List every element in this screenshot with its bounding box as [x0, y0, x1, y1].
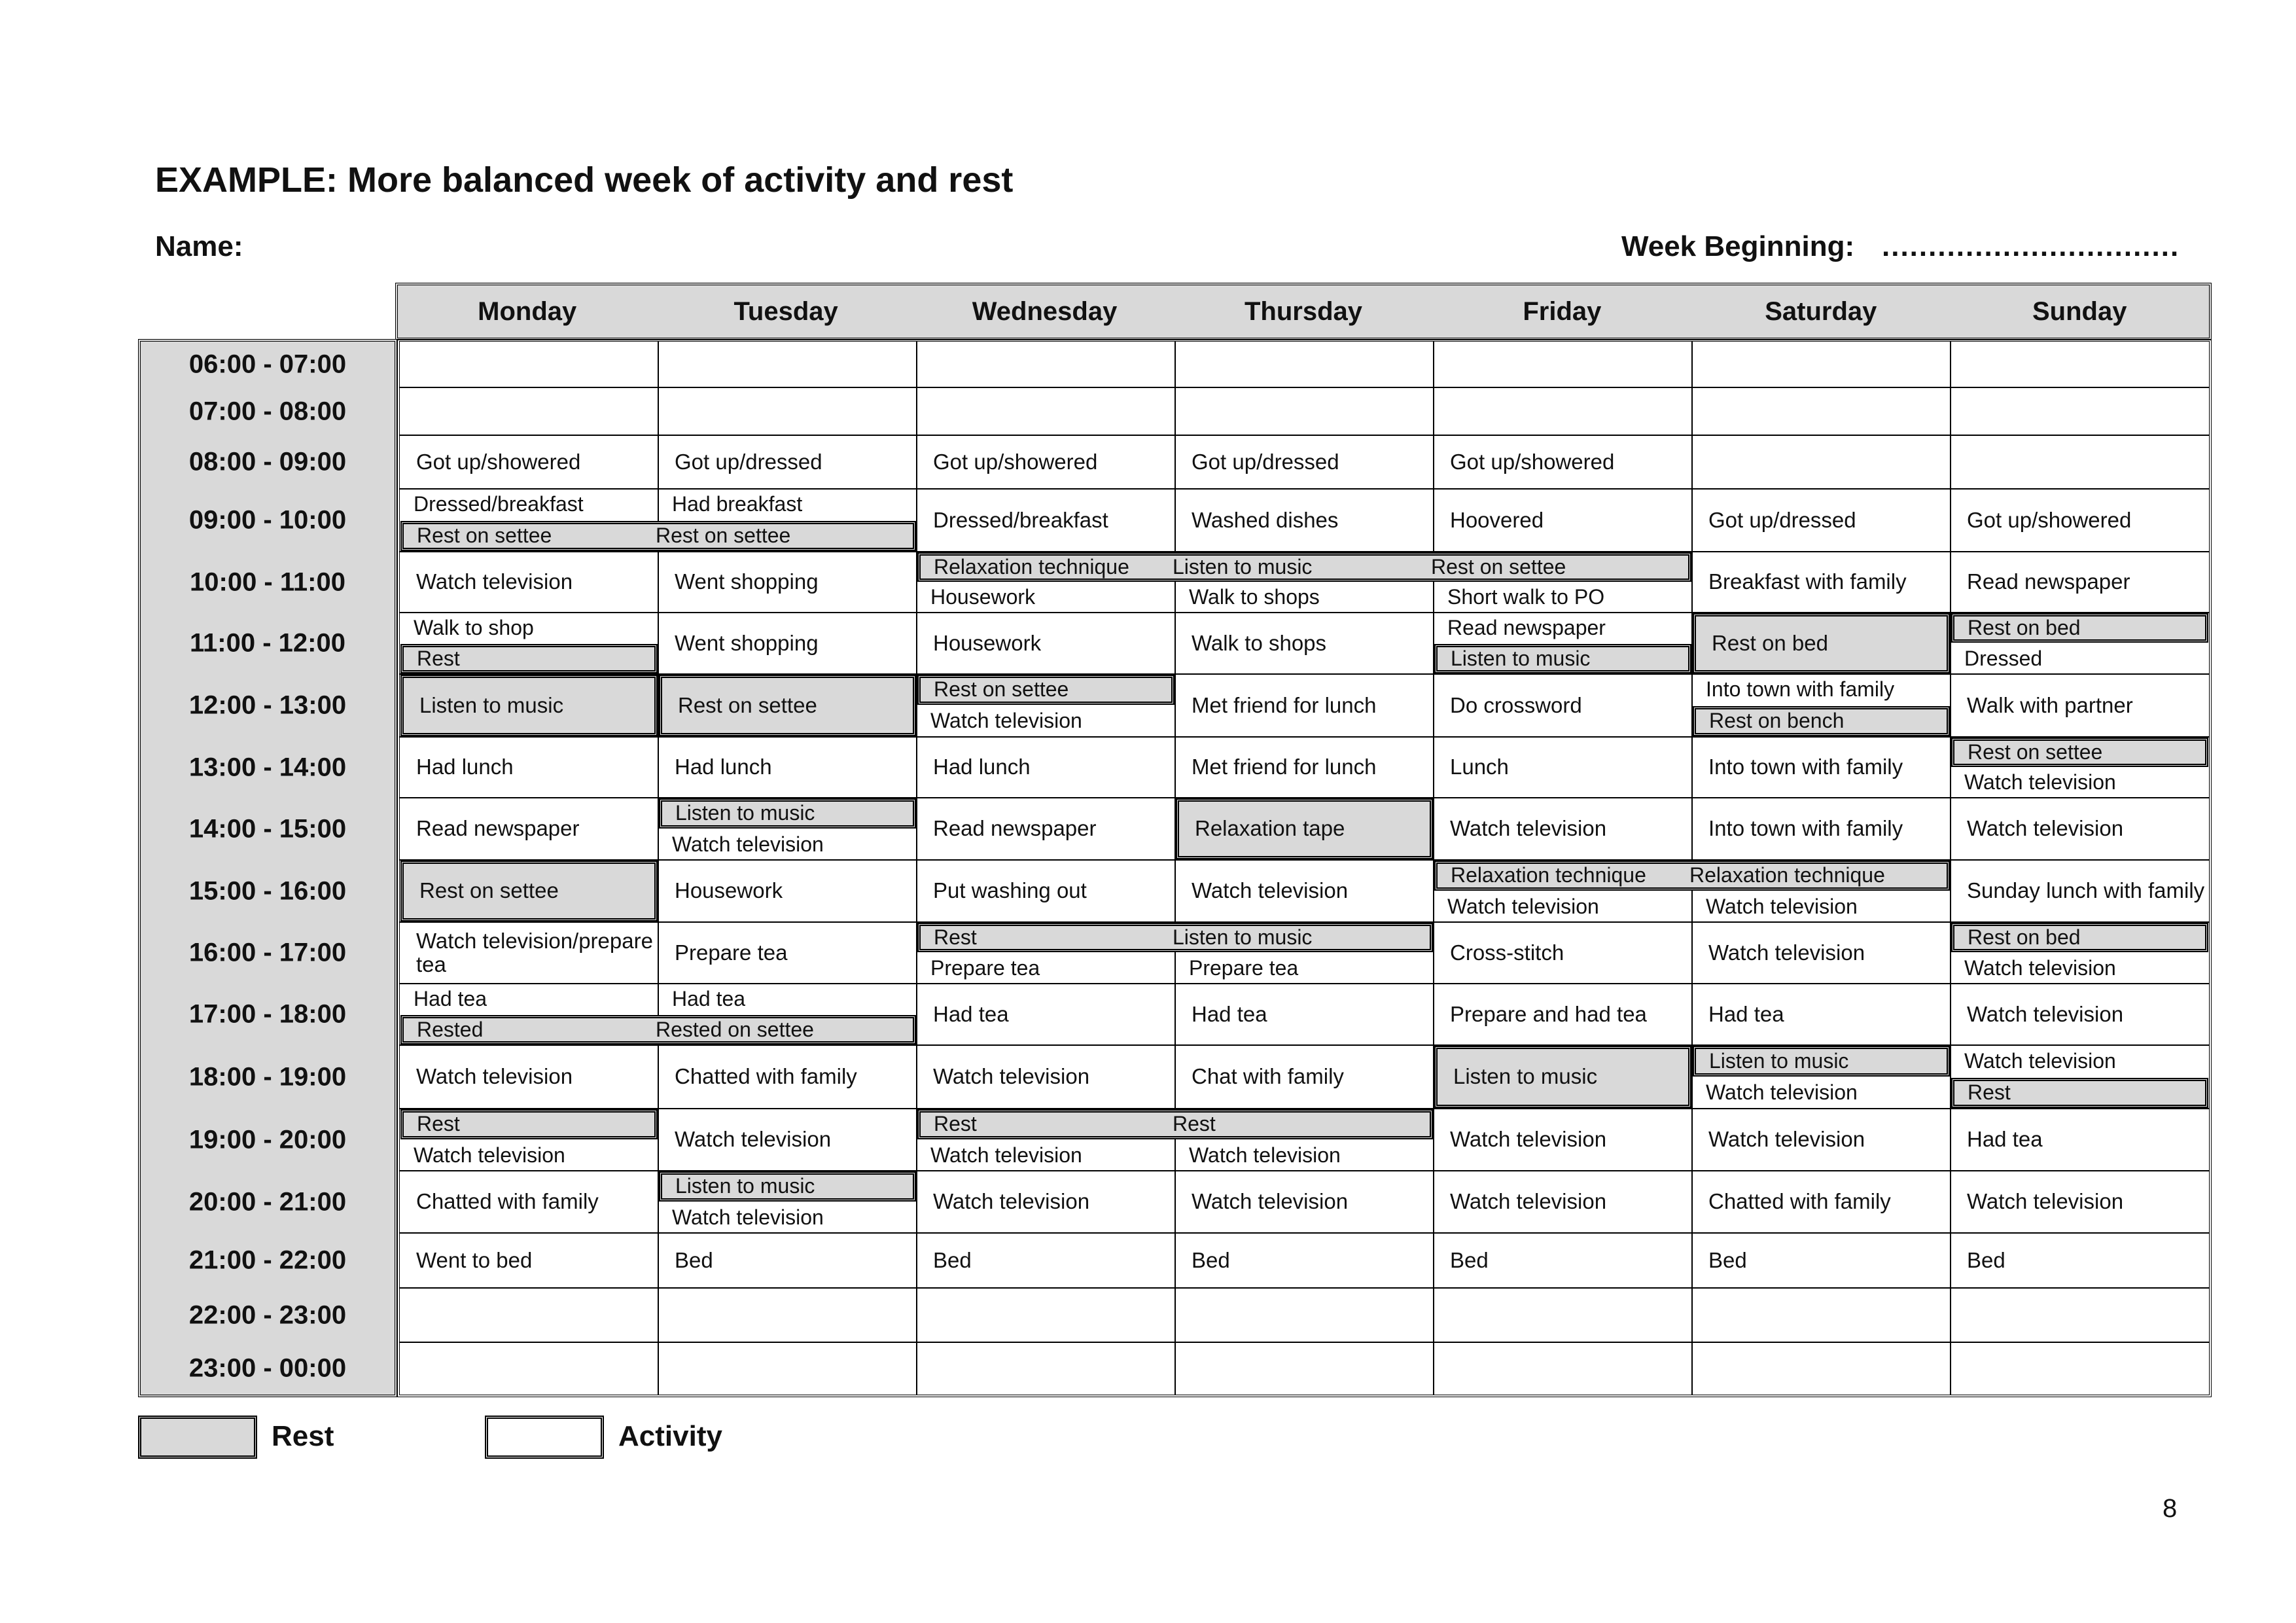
- entry-text: Got up/dressed: [1192, 449, 1339, 474]
- activity-entry: [1176, 1234, 1433, 1287]
- rest-entry: [917, 923, 1433, 952]
- entry-text: Watch television: [1189, 1143, 1341, 1167]
- day-header-saturday: Saturday: [1765, 296, 1877, 326]
- activity-entry: [1951, 798, 2208, 859]
- rest-entry: [659, 798, 916, 829]
- rest-entry: [400, 1109, 658, 1139]
- activity-entry: [1434, 583, 1691, 612]
- time-column: [138, 339, 397, 1397]
- entry-text: Breakfast with family: [1708, 569, 1907, 594]
- entry-text: Relaxation technique: [934, 554, 1129, 579]
- rest-entry: [1434, 644, 1691, 673]
- activity-entry: [400, 613, 658, 643]
- entry-text: Relaxation tape: [1195, 816, 1345, 841]
- entry-text: Got up/dressed: [675, 449, 822, 474]
- entry-text: Had lunch: [933, 755, 1031, 779]
- entry-text: Watch television: [1708, 940, 1865, 965]
- page-number: 8: [2163, 1494, 2178, 1523]
- entry-text: Met friend for lunch: [1192, 692, 1377, 717]
- activity-entry: [917, 1046, 1174, 1108]
- entry-text: Chatted with family: [416, 1189, 599, 1214]
- entry-text: Dressed: [1964, 646, 2043, 670]
- entry-text: Had lunch: [675, 755, 772, 779]
- entry-text: Watch television: [1192, 1189, 1349, 1214]
- activity-entry: [659, 490, 916, 520]
- activity-entry: [917, 613, 1174, 673]
- activity-entry: [1951, 1234, 2208, 1287]
- time-slot-label: 18:00 - 19:00: [188, 1062, 347, 1091]
- entry-text: Watch television: [416, 569, 573, 594]
- time-slot-label: 07:00 - 08:00: [188, 397, 347, 425]
- entry-text: Bed: [1450, 1247, 1489, 1272]
- activity-entry: [1176, 984, 1433, 1044]
- activity-entry: [659, 552, 916, 612]
- rest-entry: [917, 1109, 1433, 1139]
- entry-text: Rest on settee: [678, 692, 817, 717]
- entry-text: Prepare tea: [675, 940, 788, 965]
- rest-entry: [1951, 738, 2208, 767]
- entry-text: Listen to music: [675, 801, 815, 825]
- rest-entry: [1434, 1046, 1691, 1108]
- activity-entry: [1951, 490, 2208, 551]
- entry-text: Housework: [933, 630, 1042, 655]
- time-slot-label: 11:00 - 12:00: [190, 628, 345, 658]
- entry-text: Rest on settee: [1431, 554, 1566, 579]
- entry-text: Listen to music: [1173, 554, 1313, 579]
- activity-entry: [1434, 892, 1691, 921]
- entry-text: Read newspaper: [1967, 569, 2130, 594]
- entry-text: Washed dishes: [1192, 507, 1339, 532]
- entry-text: Bed: [933, 1247, 972, 1272]
- activity-entry: [917, 1171, 1174, 1232]
- activity-entry: [1434, 1234, 1691, 1287]
- activity-entry: [917, 861, 1174, 921]
- entry-text: Rest on settee: [656, 524, 791, 548]
- activity-entry: [400, 1171, 658, 1232]
- activity-entry: [659, 613, 916, 673]
- entry-text: Rest on settee: [417, 524, 552, 548]
- entry-text: Housework: [675, 878, 783, 903]
- activity-entry: [1434, 1109, 1691, 1170]
- activity-entry: [917, 436, 1174, 488]
- activity-entry: [659, 1109, 916, 1170]
- activity-entry: [1176, 954, 1433, 983]
- day-header-tuesday: Tuesday: [733, 296, 838, 326]
- activity-entry: [917, 798, 1174, 859]
- entry-text: Listen to music: [1709, 1048, 1849, 1073]
- activity-entry: [917, 738, 1174, 797]
- rest-entry: [1693, 1046, 1950, 1077]
- legend-activity-swatch: [485, 1416, 604, 1459]
- schedule-grid: [397, 339, 2212, 1397]
- name-label: Name:: [155, 230, 243, 262]
- rest-entry: [1176, 798, 1433, 859]
- activity-entry: [1434, 436, 1691, 488]
- rest-entry: [917, 675, 1174, 705]
- entry-text: Rested on settee: [656, 1017, 814, 1041]
- entry-text: Hoovered: [1450, 507, 1544, 532]
- entry-text: Chatted with family: [675, 1064, 857, 1089]
- activity-entry: [1434, 1171, 1691, 1232]
- entry-text: Had tea: [933, 1001, 1009, 1026]
- entry-text: Got up/showered: [416, 449, 581, 474]
- rest-entry: [659, 675, 916, 736]
- entry-text: Rest: [417, 1112, 460, 1136]
- entry-text: Listen to music: [1173, 925, 1313, 949]
- entry-text: Short walk to PO: [1447, 585, 1605, 609]
- time-slot-label: 21:00 - 22:00: [188, 1245, 347, 1275]
- activity-entry: [659, 1203, 916, 1232]
- activity-entry: [400, 798, 658, 859]
- activity-entry: [1951, 984, 2208, 1044]
- entry-text: Had lunch: [416, 755, 514, 779]
- entry-text: Lunch: [1450, 755, 1509, 779]
- legend-rest-swatch: [138, 1416, 257, 1459]
- entry-text: Listen to music: [419, 692, 564, 717]
- entry-text: Rest: [934, 1112, 977, 1136]
- entry-text: Rest on settee: [934, 677, 1069, 702]
- entry-text: Got up/dressed: [1708, 507, 1856, 532]
- entry-text: Went shopping: [675, 630, 819, 655]
- entry-text: Watch television: [1450, 1127, 1607, 1152]
- rest-entry: [400, 644, 658, 673]
- activity-entry: [1693, 1078, 1950, 1108]
- entry-text: Read newspaper: [416, 816, 580, 841]
- activity-entry: [400, 1141, 658, 1170]
- entry-text: Watch television: [1967, 1001, 2124, 1026]
- entry-text: Chat with family: [1192, 1064, 1344, 1089]
- entry-text: Rest: [1968, 1080, 2011, 1105]
- activity-entry: [1693, 892, 1950, 921]
- entry-text: Watch television: [1964, 770, 2116, 794]
- activity-entry: [400, 552, 658, 612]
- activity-entry: [659, 436, 916, 488]
- activity-entry: [1951, 768, 2208, 797]
- entry-text: Watch television: [1192, 878, 1349, 903]
- rest-entry: [1434, 861, 1950, 891]
- activity-entry: [400, 984, 658, 1014]
- activity-entry: [1951, 552, 2208, 612]
- rest-entry: [1693, 613, 1950, 673]
- activity-entry: [1951, 954, 2208, 983]
- activity-entry: [1951, 1046, 2208, 1077]
- activity-entry: [1176, 861, 1433, 921]
- entry-text: Bed: [675, 1247, 713, 1272]
- entry-text: Watch television: [933, 1189, 1090, 1214]
- entry-text: Watch television: [930, 1143, 1082, 1167]
- day-header-thursday: Thursday: [1244, 296, 1362, 326]
- entry-text: Into town with family: [1708, 755, 1903, 779]
- entry-text: Watch television: [1967, 1189, 2124, 1214]
- entry-text: Watch television: [1964, 1048, 2116, 1073]
- day-header-wednesday: Wednesday: [972, 296, 1118, 326]
- day-header-sunday: Sunday: [2032, 296, 2127, 326]
- entry-text: Watch television: [672, 832, 824, 856]
- activity-entry: [917, 984, 1174, 1044]
- day-header-row: [395, 283, 2212, 340]
- time-slot-label: 23:00 - 00:00: [188, 1353, 347, 1383]
- entry-text: Watch television: [1450, 1189, 1607, 1214]
- activity-entry: [1693, 1171, 1950, 1232]
- entry-text: Rest on bench: [1709, 709, 1845, 733]
- activity-entry: [1693, 552, 1950, 612]
- activity-entry: [1693, 798, 1950, 859]
- page-title: EXAMPLE: More balanced week of activity and rest: [155, 160, 1014, 200]
- rest-entry: [659, 1171, 916, 1202]
- activity-entry: [1693, 738, 1950, 797]
- entry-text: Sunday lunch with family: [1967, 878, 2205, 903]
- activity-entry: [400, 738, 658, 797]
- entry-text: Watch television: [933, 1064, 1090, 1089]
- entry-text: Watch television: [1708, 1127, 1865, 1152]
- entry-text: Do crossword: [1450, 692, 1582, 717]
- time-slot-label: 19:00 - 20:00: [188, 1125, 347, 1154]
- time-slot-label: 14:00 - 15:00: [188, 814, 347, 843]
- activity-entry: [1434, 923, 1691, 983]
- entry-text: Into town with family: [1708, 816, 1903, 841]
- entry-text: Listen to music: [1451, 646, 1591, 670]
- entry-text: Rest: [934, 925, 977, 949]
- activity-entry: [1693, 490, 1950, 551]
- rest-entry: [1951, 923, 2208, 952]
- activity-entry: [659, 1046, 916, 1108]
- entry-text: Rest on bed: [1968, 925, 2081, 949]
- entry-text: Got up/showered: [933, 449, 1098, 474]
- activity-entry: [1693, 1109, 1950, 1170]
- rest-entry: [400, 1015, 916, 1044]
- entry-text: Watch television: [1706, 1080, 1858, 1105]
- entry-text: Read newspaper: [933, 816, 1097, 841]
- grid-row-divider: [400, 387, 2209, 388]
- entry-text: Rest on settee: [1968, 740, 2103, 764]
- activity-entry: [917, 490, 1174, 551]
- activity-entry: [659, 1234, 916, 1287]
- time-slot-label: 20:00 - 21:00: [188, 1187, 347, 1216]
- entry-text: Watch television: [1450, 816, 1607, 841]
- entry-text: Rest: [417, 646, 460, 670]
- time-slot-label: 17:00 - 18:00: [188, 999, 347, 1029]
- time-slot-label: 08:00 - 09:00: [188, 447, 347, 476]
- entry-text: Went to bed: [416, 1247, 533, 1272]
- activity-entry: [1434, 613, 1691, 643]
- time-slot-label: 12:00 - 13:00: [188, 690, 347, 720]
- time-slot-label: 13:00 - 14:00: [188, 753, 347, 781]
- rest-entry: [400, 675, 658, 736]
- activity-entry: [1693, 923, 1950, 983]
- entry-text: Rest on bed: [1712, 630, 1828, 655]
- entry-text: Watch television: [416, 1064, 573, 1089]
- activity-entry: [1434, 798, 1691, 859]
- entry-text: Relaxation technique: [1689, 863, 1885, 887]
- entry-text: Watch television/prepare tea: [416, 928, 653, 976]
- activity-entry: [400, 490, 658, 520]
- activity-entry: [917, 1234, 1174, 1287]
- entry-text: Watch television: [672, 1205, 824, 1229]
- time-slot-label: 15:00 - 16:00: [188, 876, 347, 905]
- activity-entry: [1434, 738, 1691, 797]
- time-slot-label: 16:00 - 17:00: [188, 938, 347, 967]
- activity-entry: [1951, 675, 2208, 736]
- activity-entry: [1176, 1171, 1433, 1232]
- entry-text: Had tea: [414, 986, 487, 1010]
- entry-text: Prepare and had tea: [1450, 1001, 1647, 1026]
- entry-text: Listen to music: [1453, 1064, 1598, 1089]
- activity-entry: [1176, 675, 1433, 736]
- entry-text: Had breakfast: [672, 492, 803, 516]
- activity-entry: [400, 923, 658, 983]
- entry-text: Watch television: [1967, 816, 2124, 841]
- activity-entry: [1951, 1171, 2208, 1232]
- activity-entry: [400, 1046, 658, 1108]
- activity-entry: [659, 830, 916, 859]
- time-slot-label: 22:00 - 23:00: [188, 1300, 347, 1329]
- entry-text: Had tea: [1708, 1001, 1784, 1026]
- activity-entry: [1434, 490, 1691, 551]
- activity-entry: [1434, 675, 1691, 736]
- entry-text: Into town with family: [1706, 677, 1895, 702]
- entry-text: Walk to shops: [1192, 630, 1327, 655]
- activity-entry: [1693, 675, 1950, 705]
- entry-text: Housework: [930, 585, 1036, 609]
- activity-entry: [1176, 583, 1433, 612]
- entry-text: Prepare tea: [930, 955, 1040, 980]
- rest-entry: [917, 552, 1691, 582]
- legend-activity-label: Activity: [618, 1420, 722, 1452]
- entry-text: Read newspaper: [1447, 615, 1606, 639]
- activity-entry: [1176, 613, 1433, 673]
- activity-entry: [1951, 644, 2208, 673]
- activity-entry: [659, 861, 916, 921]
- activity-entry: [917, 583, 1174, 612]
- activity-entry: [1176, 1046, 1433, 1108]
- entry-text: Watch television: [1964, 955, 2116, 980]
- rest-entry: [1951, 613, 2208, 643]
- legend-rest-label: Rest: [272, 1420, 334, 1452]
- entry-text: Watch television: [1447, 894, 1599, 918]
- entry-text: Rested: [417, 1017, 484, 1041]
- entry-text: Relaxation technique: [1451, 863, 1646, 887]
- entry-text: Prepare tea: [1189, 955, 1299, 980]
- activity-entry: [1693, 984, 1950, 1044]
- entry-text: Rest on settee: [419, 878, 559, 903]
- activity-entry: [917, 706, 1174, 736]
- entry-text: Put washing out: [933, 878, 1087, 903]
- entry-text: Watch television: [930, 709, 1082, 733]
- time-slot-label: 10:00 - 11:00: [190, 567, 345, 596]
- entry-text: Walk to shop: [414, 615, 534, 639]
- entry-text: Had tea: [1967, 1127, 2043, 1152]
- entry-text: Bed: [1708, 1247, 1747, 1272]
- entry-text: Went shopping: [675, 569, 819, 594]
- day-header-monday: Monday: [478, 296, 577, 326]
- entry-text: Bed: [1967, 1247, 2005, 1272]
- activity-entry: [1176, 1141, 1433, 1170]
- activity-entry: [400, 436, 658, 488]
- activity-entry: [659, 984, 916, 1014]
- entry-text: Walk with partner: [1967, 692, 2133, 717]
- rest-entry: [1951, 1078, 2208, 1108]
- grid-row-divider: [400, 1287, 2209, 1289]
- entry-text: Had tea: [672, 986, 746, 1010]
- entry-text: Rest on bed: [1968, 615, 2081, 639]
- entry-text: Chatted with family: [1708, 1189, 1891, 1214]
- entry-text: Got up/showered: [1967, 507, 2132, 532]
- rest-entry: [400, 521, 916, 551]
- activity-entry: [1176, 436, 1433, 488]
- activity-entry: [659, 738, 916, 797]
- entry-text: Dressed/breakfast: [933, 507, 1108, 532]
- entry-text: Watch television: [414, 1143, 565, 1167]
- entry-text: Watch television: [1706, 894, 1858, 918]
- activity-entry: [1693, 1234, 1950, 1287]
- activity-entry: [400, 1234, 658, 1287]
- day-header-friday: Friday: [1523, 296, 1602, 326]
- activity-entry: [1176, 738, 1433, 797]
- entry-text: Watch television: [675, 1127, 832, 1152]
- activity-entry: [1176, 490, 1433, 551]
- grid-row-divider: [400, 1342, 2209, 1343]
- time-slot-label: 06:00 - 07:00: [188, 349, 347, 379]
- time-slot-label: 09:00 - 10:00: [188, 505, 347, 535]
- activity-entry: [1951, 1109, 2208, 1170]
- entry-text: Walk to shops: [1189, 585, 1320, 609]
- week-beginning-label: Week Beginning:: [1621, 230, 1855, 262]
- week-beginning-value: ................................: [1882, 230, 2180, 262]
- activity-entry: [659, 923, 916, 983]
- activity-entry: [917, 954, 1174, 983]
- entry-text: Listen to music: [675, 1174, 815, 1198]
- entry-text: Got up/showered: [1450, 449, 1615, 474]
- activity-entry: [917, 1141, 1174, 1170]
- entry-text: Bed: [1192, 1247, 1230, 1272]
- rest-entry: [1693, 706, 1950, 736]
- activity-entry: [1951, 861, 2208, 921]
- entry-text: Met friend for lunch: [1192, 755, 1377, 779]
- entry-text: Cross-stitch: [1450, 940, 1564, 965]
- rest-entry: [400, 861, 658, 921]
- entry-text: Had tea: [1192, 1001, 1267, 1026]
- activity-entry: [1434, 984, 1691, 1044]
- entry-text: Dressed/breakfast: [414, 492, 584, 516]
- entry-text: Rest: [1173, 1112, 1216, 1136]
